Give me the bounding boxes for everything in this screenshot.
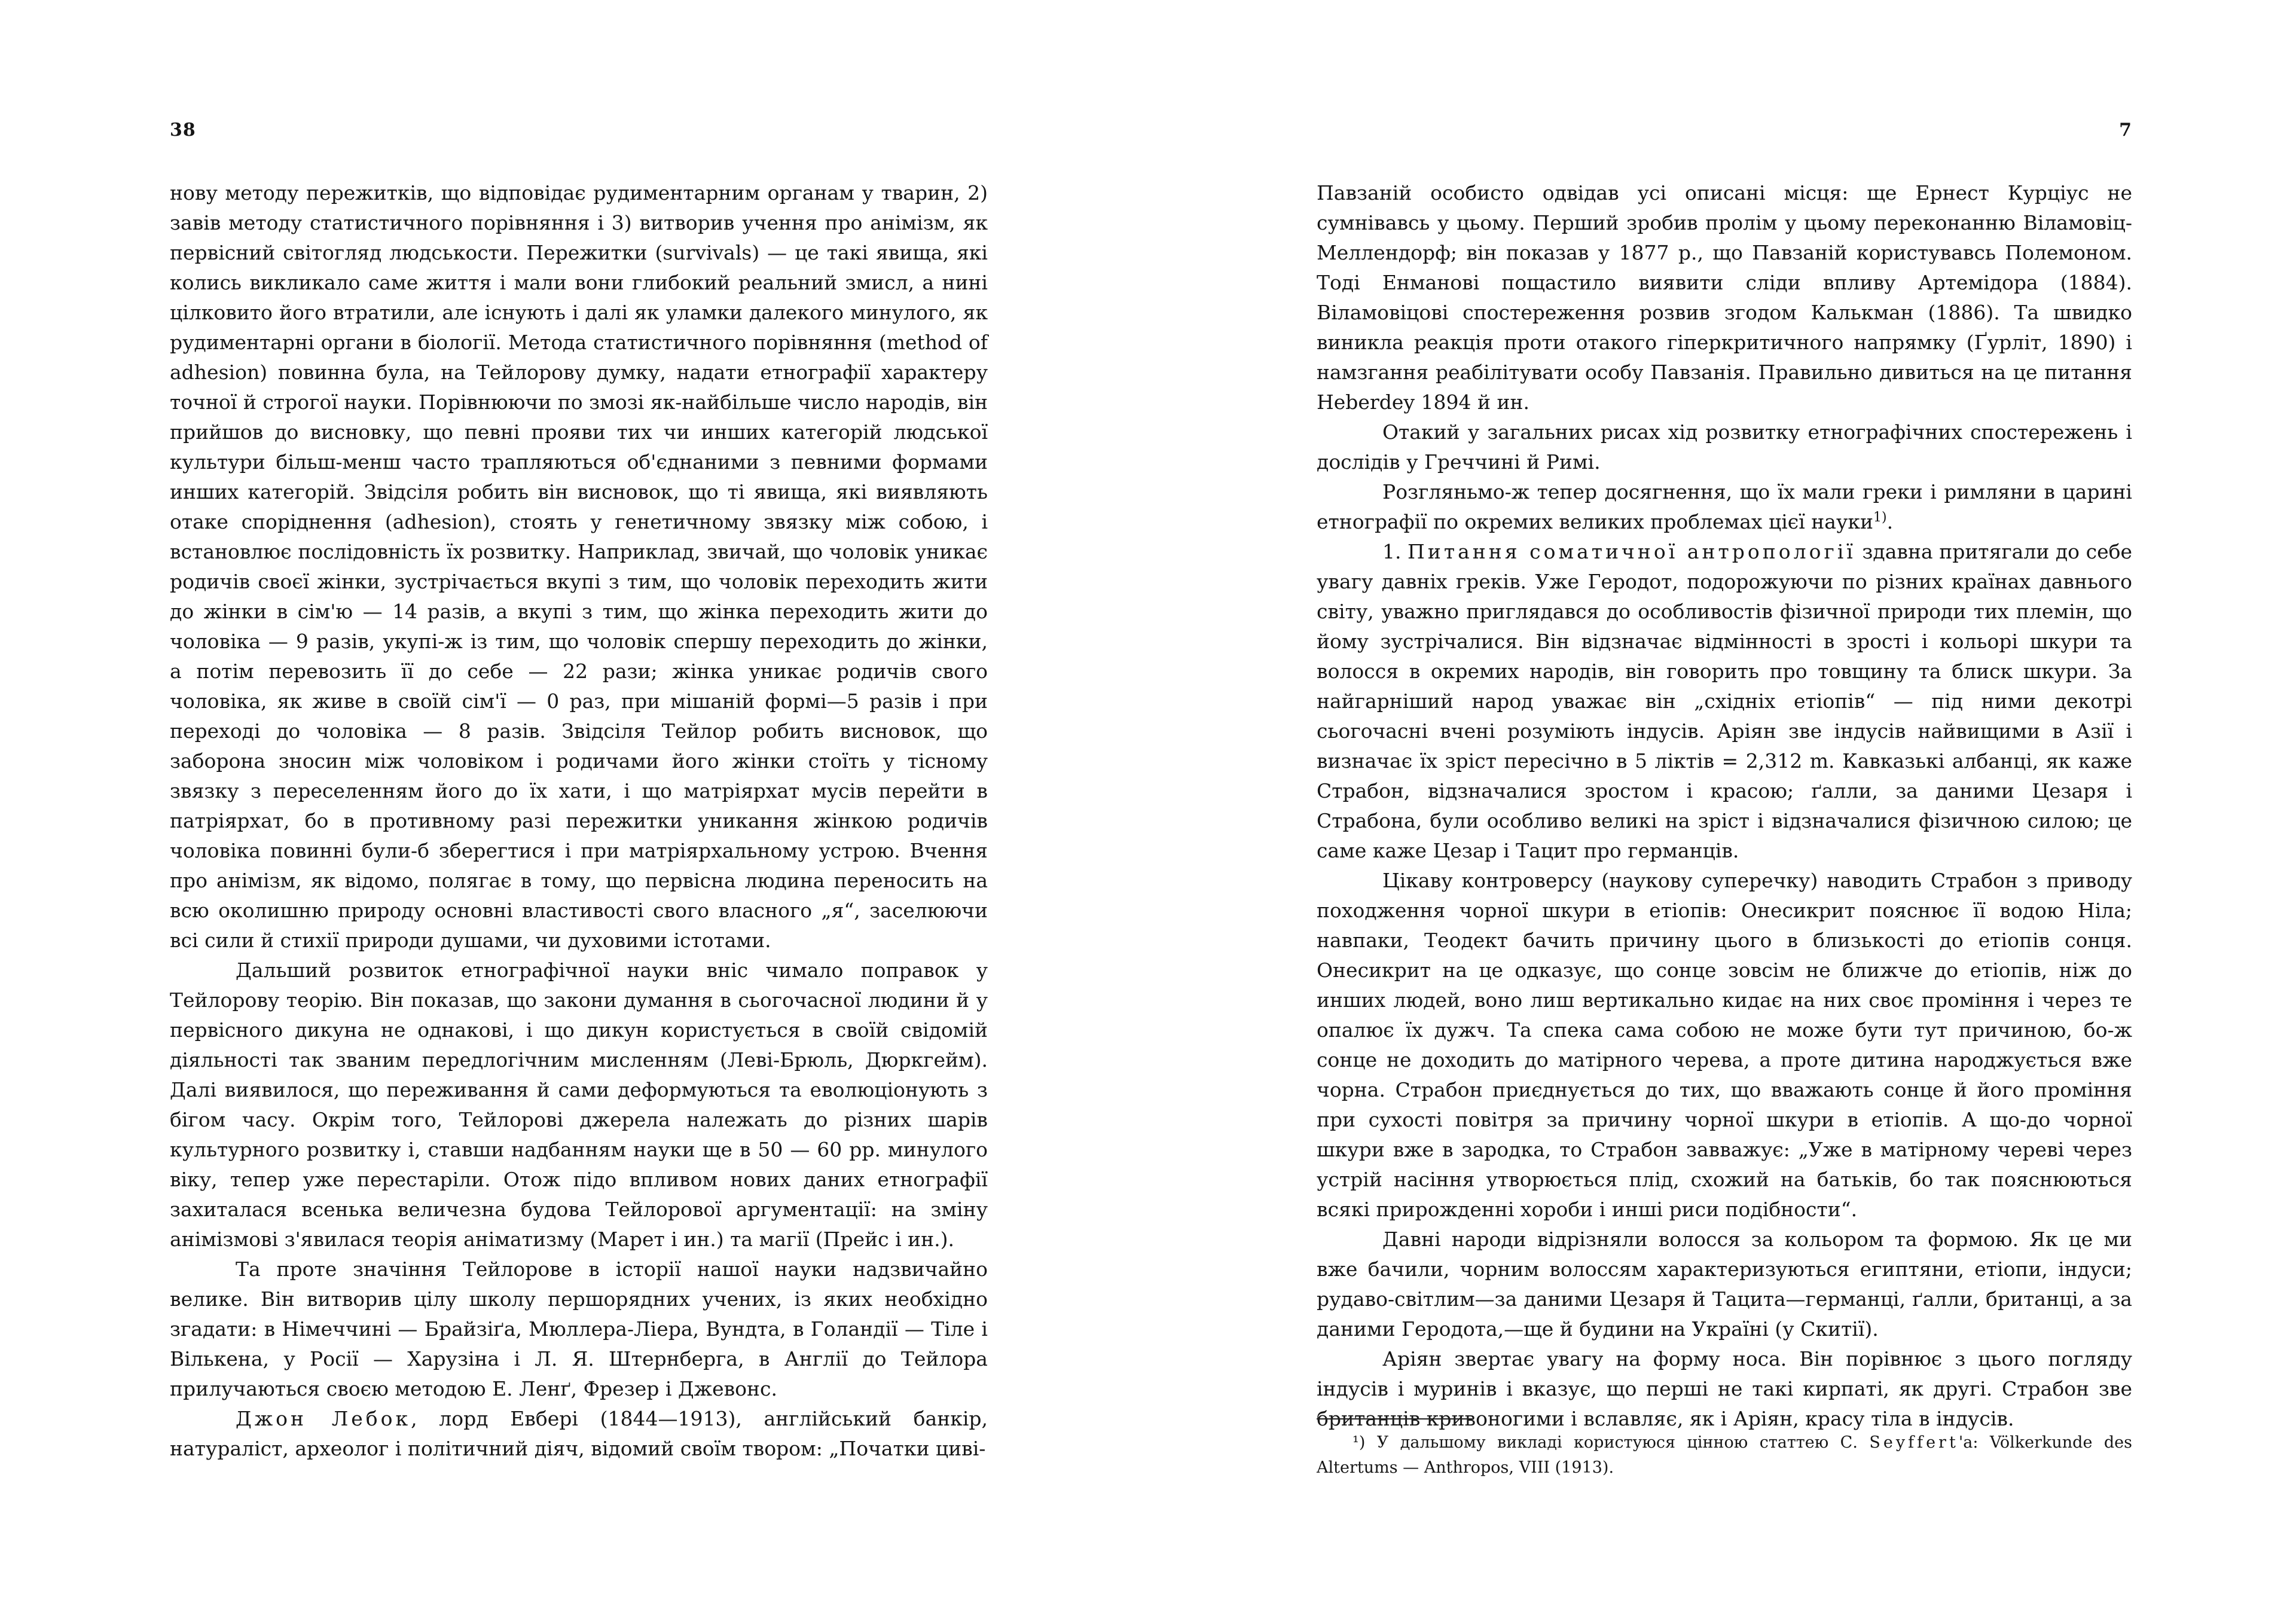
paragraph: Аріян звертає увагу на форму носа. Він порівнює з цього погляду індусів і муринів і вказує, що перші не такі кирпаті, як другі. Страбон зве британців кривоногими і вславляє, як і Аріян, красу тіла в індусів. — [1317, 1347, 2132, 1430]
page-number: 7 — [2119, 120, 2132, 141]
person-name: Джон Лебок — [236, 1407, 411, 1430]
paragraph: Дальший розвиток етнографічної науки вніс чимало поправок у Тейлорову теорію. Він показав, що закони думання в сьогочасної людини й у первісного дикуна не однакові, і що дикун користується в своїй свідомій діяльності так званим передлогічним мисленням (Леві-Брюль, Дюркгейм). Далі виявилося, що переживання й сами деформуються та еволюціонують з бігом часу. Окрім того, Тейлорові джерела належать до різних шарів культурного розвитку і, ставши надбанням науки ще в 50 — 60 рр. минулого віку, тепер уже перестаріли. Отож підо впливом нових даних етнографії захиталася всенька величезна будова Тейлорової аргументації: на зміну анімізмові з'явилася теорія аніматизму (Марет і ин.) та магії (Прейс і ин.). — [170, 958, 988, 1251]
section-heading: Питання соматичної антропології — [1407, 540, 1856, 563]
footnote-divider — [1317, 1418, 1472, 1420]
body-text — [1317, 178, 2132, 1434]
paragraph: Та проте значіння Тейлорове в історії нашої науки надзвичайно велике. Він витворив цілу школу першорядних учених, із яких необхідно згадати: в Німеччині — Брайзіґа, Мюллера-Ліера, Вундта, в Голандії — Тіле і Вількена, у Росії — Харузіна і Л. Я. Штернберга, в Англії до Тейлора прилучаються своєю методою Е. Ленґ, Фрезер і Джевонс. — [170, 1257, 988, 1400]
section-number: 1. — [1382, 540, 1408, 563]
footnote-reference: 1) — [1873, 510, 1887, 525]
paragraph — [170, 1404, 988, 1464]
body-text — [170, 178, 988, 1464]
footnote — [1317, 1430, 2132, 1480]
paragraph: Розгляньмо-ж тепер досягнення, що їх мали греки і римляни в царині етнографії по окремих великих проблемах цієї науки$^{1)}$. — [1317, 480, 2132, 533]
footnote-author: Seyffert — [1869, 1433, 1959, 1452]
right-page — [1148, 0, 2296, 1624]
paragraph: Павзаній особисто одвідав усі описані місця: ще Ернест Курціус не сумнівавсь у цьому. Перший зробив пролім у цьому переконанню Віламовіц-Меллендорф; він показав у 1877 р., що Павзаній користувавсь Полемоном. Тоді Енманові пощастило виявити сліди впливу Артемідора (1884). Віламовіцові спостереження розвив згодом Калькман (1886). Та швидко виникла реакція проти отакого гіперкритичного напрямку (Ґурліт, 1890) і намзгання реабілітувати особу Павзанія. Правильно дивиться на це питання Heberdey 1894 й ин. — [1317, 181, 2132, 414]
paragraph: Цікаву контроверсу (наукову суперечку) наводить Страбон з приводу походження чорної шкури в етіопів: Онесикрит пояснює її водою Ніла; навпаки, Теодект бачить причину цього в близькості до етіопів сонця. Онесикрит на це одказує, що сонце зовсім не ближче до етіопів, ніж до инших людей, воно лиш вертикально кидає на них своє проміння і через те опалює їх дужч. Та спека сама собою не може бути тут причиною, бо-ж сонце не доходить до матірного черева, а проте дитина народжується вже чорна. Страбон приєднується до тих, що вважають сонце й його проміння при сухості повітря за причину чорної шкури в етіопів. А що-до чорної шкури вже в зародка, то Страбон завважує: „Уже в матірному череві через устрій насіння утворюється плід, схожий на батьків, бо так пояснюються всякі прирожденні хороби і инші риси подібности“. — [1317, 869, 2132, 1221]
footnote-text: ¹) У дальшому викладі користуюся цінною статтею С. — [1352, 1433, 1870, 1452]
paragraph-text: здавна притягали до себе увагу давніх греків. Уже Геродот, подорожуючи по різних країнах давнього світу, уважно приглядався до особливостів фізичної природи тих племін, що йому зустрічалися. Він відзначає відмінності в зрості і кольорі шкури та волосся в окремих народів, він говорить про товщину та блиск шкури. За найгарніший народ уважає він „східніх етіопів“ — під ними декотрі сьогочасні вчені розуміють індусів. Аріян зве індусів найвищими в Азії і визначає їх зріст пересічно в 5 ліктів = 2,312 m. Кавказькі албанці, як каже Страбон, відзначалися зростом і красою; ґалли, за даними Цезаря і Страбона, були особливо великі на зріст і відзначалися фізичною силою; це саме каже Цезар і Тацит про германців. — [1317, 540, 2133, 862]
paragraph: Давні народи відрізняли волосся за кольором та формою. Як це ми вже бачили, чорним волоссям характеризуються египтяни, етіопи, індуси; рудаво-світлим—за даними Цезаря й Тацита—германці, ґалли, британці, а за даними Геродота,—ще й будини на Україні (у Скитії). — [1317, 1228, 2132, 1341]
page-number: 38 — [170, 120, 196, 141]
paragraph-text: , лорд Евбері (1844—1913), англійський банкір, натураліст, археолог і політичний діяч, відомий своїм твором: „Початки циві- — [170, 1407, 988, 1460]
paragraph — [1317, 537, 2132, 866]
paragraph: нову методу пережитків, що відповідає рудиментарним органам у тварин, 2) завів методу статистичного порівняння і 3) витворив учення про анімізм, як первісний світогляд людськости. Пережитки (survivals) — це такі явища, які колись викликало саме життя і мали вони глибокий реальний змисл, а нині цілковито його втратили, але існують і далі як уламки далекого минулого, як рудиментарні органи в біології. Метода статистичного порівняння (method of adhesion) повинна була, на Тейлорову думку, надати етнографії характеру точної й строгої науки. Порівнюючи по змозі як-найбільше число народів, він прийшов до висновку, що певні прояви тих чи инших категорій людської культури більш-менш часто трапляються об'єднаними з певними формами инших категорій. Звідсіля робить він висновок, що ті явища, які виявляють отаке споріднення (adhesion), стоять у генетичному звязку між собою, і встановлює послідовність їх розвитку. Наприклад, звичай, що чоловік уникає родичів своєї жінки, зустрічається вкупі з тим, що чоловік переходить жити до жінки в сім'ю — 14 разів, а вкупі з тим, що жінка переходить жити до чоловіка — 9 разів, укупі-ж із тим, що чоловік спершу переходить до жінки, а потім перевозить її до себе — 22 рази; жінка уникає родичів свого чоловіка, як живе в своїй сім'ї — 0 раз, при мішаній формі—5 разів і при переході до чоловіка — 8 разів. Звідсіля Тейлор робить висновок, що заборона зносин між чоловіком і родичами його жінки стоїть у тісному звязку з переселенням його до їх хати, і що матріярхат мусів перейти в патріярхат, бо в противному разі пережитки уникання жінкою родичів чоловіка повинні були-б зберегтися і при матріярхальному устрою. Вчення про анімізм, як відомо, полягає в тому, що первісна людина переносить на всю околишню природу основні властивості свого власного „я“, заселюючи всі сили й стихії природи душами, чи духовими істотами. — [170, 181, 988, 952]
paragraph: Отакий у загальних рисах хід розвитку етнографічних спостережень і дослідів у Греччині й Римі. — [1317, 420, 2132, 474]
paragraph-text: Розгляньмо-ж тепер досягнення, що їх мали греки і римляни в царині етнографії по окремих великих проблемах цієї науки — [1317, 480, 2132, 533]
footnote-text: 'а: Völkerkunde des Altertums — Anthropos, VIII (1913). — [1317, 1433, 2132, 1477]
